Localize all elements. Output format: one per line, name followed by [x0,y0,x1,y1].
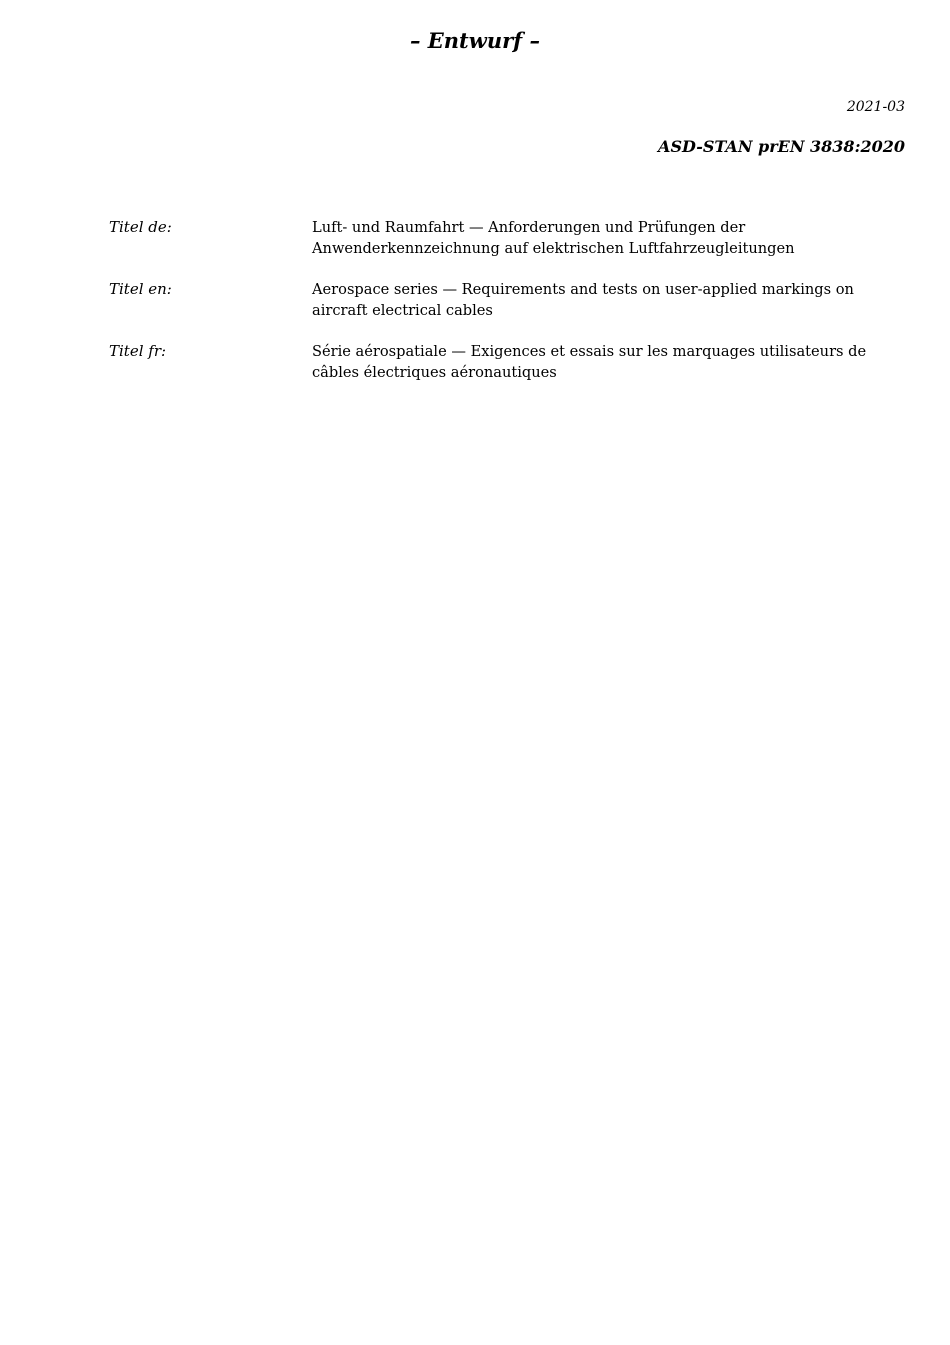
title-text-de [312,217,902,259]
title-text-line: Luft- und Raumfahrt — Anforderungen und Prüfungen der [312,219,746,236]
title-label-de: Titel de: [109,218,172,236]
title-text-line: Série aérospatiale — Exigences et essais sur les marquages utilisateurs de [312,343,867,360]
title-text-line: câbles électriques aéronautiques [312,364,557,381]
title-label-fr: Titel fr: [109,342,167,360]
title-text-line: aircraft electrical cables [312,302,493,319]
title-text-line: Aerospace series — Requirements and tests on user-applied markings on [312,281,854,298]
document-date: 2021-03 [846,99,905,115]
document-number: ASD-STAN prEN 3838:2020 [658,137,905,156]
draft-heading: – Entwurf – [409,28,541,53]
title-text-fr [312,341,902,383]
title-text-line: Anwenderkennzeichnung auf elektrischen Luftfahrzeugleitungen [312,240,795,257]
title-row-de [109,217,909,279]
title-row-en [109,279,909,341]
title-text-en [312,279,902,321]
titles-block [109,217,909,403]
title-row-fr [109,341,909,403]
title-label-en: Titel en: [109,280,172,298]
